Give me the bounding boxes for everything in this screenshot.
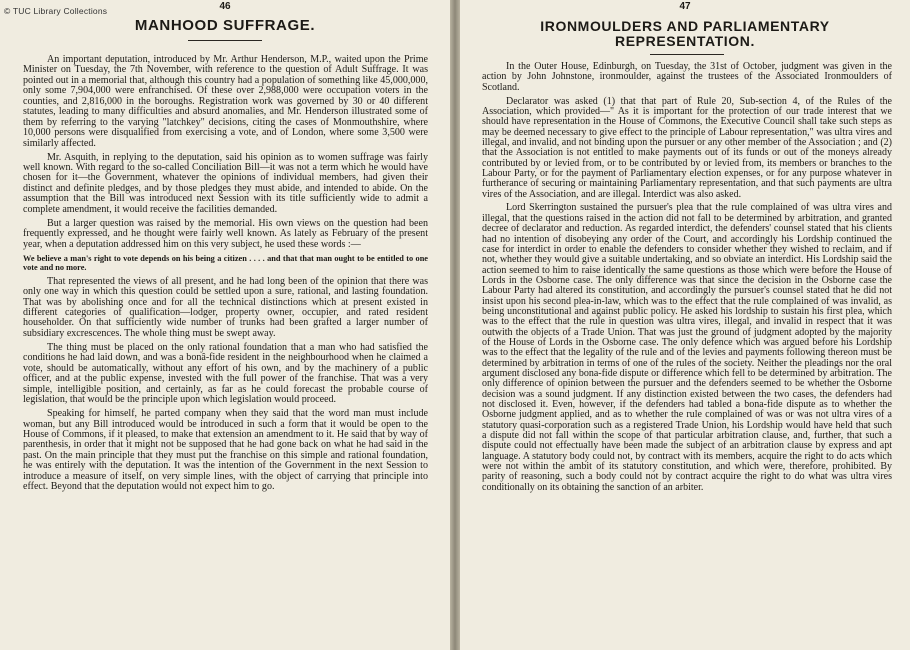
page-title-line: REPRESENTATION. [615, 33, 755, 50]
paragraph: In the Outer House, Edinburgh, on Tuesday, the 31st of October, judgment was given in the action by John Johnstone, ironmoulder, against the trustees of the Associated Ironmoulders of Scotland. [482, 61, 892, 93]
book-gutter [450, 0, 460, 650]
title-rule [188, 40, 262, 41]
paragraph: Declarator was asked (1) that that part of Rule 20, Sub-section 4, of the Rules of the Association, which provided—" As it is important for the protection of our trade interest that we should have representation in the House of Commons, the Executive Council shall take such steps as may be deemed necessary to give effect to the principle of Labour representation," was ultra vires and illegal, and invalid, and not binding upon the pursuer or any other member of the Association ; and (2) that the Association is not entitled to make payments out of its funds or out of the moneys already contributed by or levied from, or to be contributed by or levied from, its members or branches to the Labour Party, or for the payment of Parliamentary election expenses, or for any purpose whatever in furtherance of securing or maintaining Parliamentary representation, and that such payments are ultra vires of the Association, and are illegal. Interdict was also asked. [482, 95, 892, 200]
left-page [0, 0, 450, 650]
paragraph: Speaking for himself, he parted company when they said that the word man must include woman, but any Bill introduced would be introduced in such a form that it would be open to the House of Commons, if it pleased, to make that extension an amendment to it. He said that by way of parenthesis, in order that it might not be supposed that he had gone back on what he had said in the past. On the main principle that they must put the franchise on this simple and rational foundation, he was entirely with the deputation. It was the intention of the Government in the next Session to introduce a measure of itself, on very simple lines, with the object of carrying that principle into effect. Beyond that the deputation would not expect him to go. [23, 408, 428, 493]
page-title: MANHOOD SUFFRAGE. [134, 17, 316, 34]
page-title [460, 19, 910, 50]
title-rule [650, 54, 724, 55]
paragraph: But a larger question was raised by the memorial. His own views on the question had been frequently expressed, and he thought were fairly well known. As lately as February of the present year, when a deputation addressed him on this very subject, he used these words :— [23, 217, 428, 250]
page-title-line: IRONMOULDERS AND PARLIAMENTARY [540, 18, 830, 34]
watermark: © TUC Library Collections [4, 6, 108, 16]
paragraph: That represented the views of all present, and he had long been of the opinion that there was only one way in which this question could be settled upon a sure, rational, and lasting foundation. That was by abolishing once and for all the technical distinctions which at present existed in different categories of qualification—lodger, property owner, occupier, and rated resident householder. On that sufficiently wide number of trunks had been grafted a larger number of subsidiary excrescences. The whole thing must be swept away. [23, 275, 428, 339]
paragraph: An important deputation, introduced by Mr. Arthur Henderson, M.P., waited upon the Prime Minister on Tuesday, the 7th November, with reference to the question of Adult Suffrage. It was pointed out in a memorial that, although this country had a population of something like 45,000,000, only some 7,904,000 were enfranchised. Of these over 2,988,000 were occupation voters in the counties, and 2,816,000 in the boroughs. Registration work was governed by 30 or 40 different statutes, leading to many difficulties and absurd anomalies, and Mr. Henderson illustrated some of them by referring to the varying "latchkey" decisions, citing the cases of Monmouthshire, where 10,000 persons were disqualified from exercising a vote, and of London, where some 3,500 were similarly affected. [23, 54, 428, 149]
right-page [460, 0, 910, 650]
article-body [482, 62, 892, 497]
block-quote: We believe a man's right to vote depends on his being a citizen . . . . and that that man ought to be entitled to one vote and no more. [23, 253, 428, 273]
page-number: 46 [219, 1, 231, 12]
paragraph: Mr. Asquith, in replying to the deputation, said his opinion as to women suffrage was fairly well known. With regard to the so-called Conciliation Bill—it was not a term which he would have chosen for it—the Government, whatever the opinions of individual members, had given their distinct and definite pledges, and by those pledges they must abide, and intended to abide. On the assumption that the Bill was introduced next Session with its title sufficiently wide to admit a complete amendment, it would receive the facilities demanded. [23, 151, 428, 215]
article-body [23, 55, 428, 496]
paragraph: Lord Skerrington sustained the pursuer's plea that the rule complained of was ultra vires and illegal, that the questions raised in the action did not fall to be determined by arbitration, and granted decree of declarator and reduction. As regarded interdict, the defenders' counsel stated that his clients had no intention of disobeying any order of the Court, and accordingly his Lordship continued the case for interdict in order to enable the defenders to consider whether they wished to reclaim, and if not, whether they would give a suitable undertaking, and so obviate an interdict. His Lordship said the action seemed to him to raise identically the same questions as those which were before the House of Lords in the Osborne case. The only difference was that since the decision in the Osborne case the Labour Party had altered its constitution, and accordingly the pursuer's counsel stated that he did not insist upon his second plea-in-law, which was to the effect that the rule complained of was invalid, as being unconstitutional and against public policy. He asked his lordship to sustain his first plea, which was to the effect that the rule in question was ultra vires, illegal, and invalid in respect that it was outwith the objects of a Trade Union. That was just the ground of judgment adopted by the majority of the House of Lords in the Osborne case. The only defence which was argued before his Lordship was to the effect that the legality of the rule and of the levies and payments following thereon must be determined by arbitration in terms of one of the rules of the society. Neither the pleadings nor the oral argument disclosed any bona-fide dispute or difference which fell to be determined by arbitration. The only difference of opinion between the pursuer and the defenders seemed to be whether the Osborne decision was a sound judgment. If any distinction existed between the two cases, the defenders had not disclosed it. Even, however, if the defenders had tabled a bona-fide dispute as to whether the Osborne judgment applied, and as to whether the rule complained of was or was not ultra vires of a statutory quasi-corporation such as a registered Trade Union, his Lordship would have held that such a dispute did not fall within the scope of that particular arbitration clause, and, further, that such a dispute could not effectually have been made the subject of an arbitration clause by express and apt language. A statutory body could not, by contract with its members, acquire the right to do acts which were not within the ambit of its statutory constitution, and which were, therefore, prohibited. By parity of reasoning, such a body could not by contract acquire the right to do what was ultra vires conditionally on its obtaining the sanction of an arbiter. [482, 202, 892, 493]
paragraph: The thing must be placed on the only rational foundation that a man who had satisfied the conditions he had laid down, and was a bonâ-fide resident in the neighbourhood when he claimed a vote, should be automatically, without any effort of his own, and by the machinery of a public officer, and at the public expense, invested with the full power of the franchise. That was a very simple, intelligible position, and certainly, as far as he could forecast the probable course of legislation, that would be the principle upon which legislation would proceed. [23, 341, 428, 406]
page-number: 47 [679, 1, 691, 12]
